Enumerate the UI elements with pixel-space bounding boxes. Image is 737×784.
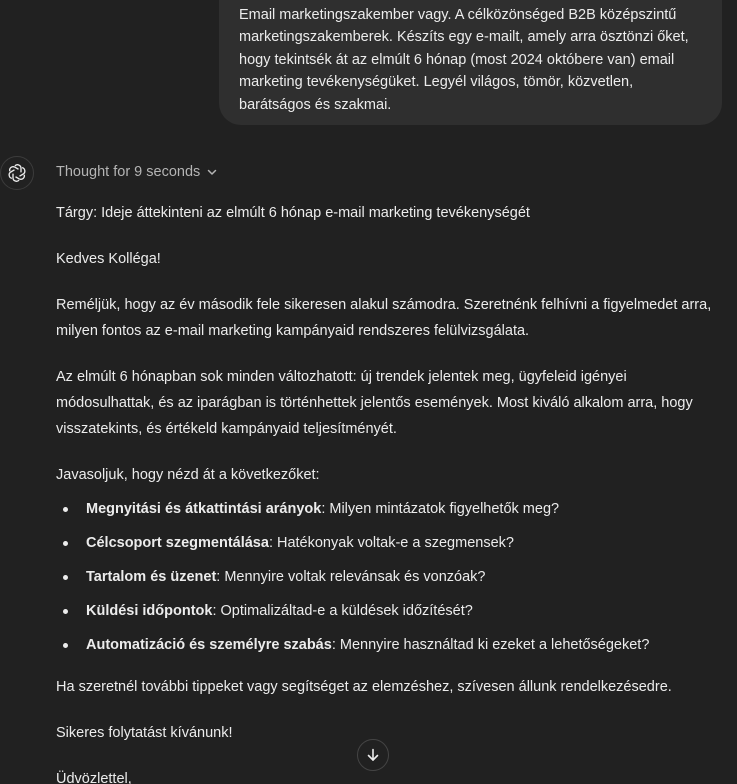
paragraph-line: módosulhattak, és az iparágban is történhettek jelentős események. Most kiváló alkalom arra, hogy xyxy=(56,395,693,411)
list-item-title: Küldési időpontok xyxy=(86,603,213,619)
list-item-title: Tartalom és üzenet xyxy=(86,569,217,585)
email-greeting: Kedves Kolléga! xyxy=(56,251,161,267)
scroll-to-bottom-button[interactable] xyxy=(357,739,389,771)
list-item-title: Célcsoport szegmentálása xyxy=(86,535,269,551)
list-item-text: : Milyen mintázatok figyelhetők meg? xyxy=(321,501,560,517)
paragraph-line: milyen fontos az e-mail marketing kampányaid rendszeres felülvizsgálata. xyxy=(56,323,530,339)
list-item xyxy=(56,564,726,590)
email-signoff: Üdvözlettel, xyxy=(56,771,132,784)
email-subject: Tárgy: Ideje áttekinteni az elmúlt 6 hónap e-mail marketing tevékenységét xyxy=(56,205,530,221)
list-item xyxy=(56,598,726,624)
user-message-bubble xyxy=(219,0,722,125)
email-list-intro: Javasoljuk, hogy nézd át a következőket: xyxy=(56,467,320,483)
paragraph-line: Az elmúlt 6 hónapban sok minden változhatott: új trendek jelentek meg, ügyfeleid igényei xyxy=(56,369,627,385)
assistant-reply xyxy=(56,200,726,784)
user-message-line: barátságos és szakmai. xyxy=(239,96,392,113)
list-item xyxy=(56,496,726,522)
list-item-text: : Optimalizáltad-e a küldések időzítését? xyxy=(212,603,473,619)
chevron-down-icon xyxy=(206,166,218,178)
list-item-text: : Mennyire használtad ki ezeket a lehetőségeket? xyxy=(331,637,650,653)
paragraph-line: Reméljük, hogy az év második fele sikeresen alakul számodra. Szeretnénk felhívni a figyelmedet arra, xyxy=(56,297,712,313)
email-paragraph xyxy=(56,364,726,442)
user-message-line: marketingszakemberek. Készíts egy e-mailt, amely arra ösztönzi őket, xyxy=(239,29,689,46)
email-paragraph xyxy=(56,292,726,344)
list-item xyxy=(56,530,726,556)
user-message-line: Email marketingszakember vagy. A célközönséged B2B középszintű xyxy=(239,7,677,23)
assistant-avatar xyxy=(0,156,34,190)
review-list xyxy=(56,496,726,658)
paragraph-line: visszatekints, és értékeld kampányaid teljesítményét. xyxy=(56,421,397,437)
email-help-paragraph: Ha szeretnél további tippeket vagy segítséget az elemzéshez, szívesen állunk rendelkezésedre. xyxy=(56,679,672,695)
email-wish: Sikeres folytatást kívánunk! xyxy=(56,725,233,741)
list-item-text: : Mennyire voltak relevánsak és vonzóak? xyxy=(216,569,486,585)
list-item-text: : Hatékonyak voltak-e a szegmensek? xyxy=(268,535,514,551)
list-item-title: Megnyitási és átkattintási arányok xyxy=(86,501,322,517)
openai-logo-icon xyxy=(7,163,27,183)
thought-label: Thought for 9 seconds xyxy=(56,164,201,180)
user-message-line: marketing tevékenységüket. Legyél világos, tömör, közvetlen, xyxy=(239,74,634,91)
user-message-line: hogy tekintsék át az elmúlt 6 hónap (most 2024 októbere van) email xyxy=(239,51,675,68)
arrow-down-icon xyxy=(365,747,381,763)
thought-toggle[interactable] xyxy=(56,164,218,180)
list-item xyxy=(56,632,726,658)
list-item-title: Automatizáció és személyre szabás xyxy=(86,637,332,653)
